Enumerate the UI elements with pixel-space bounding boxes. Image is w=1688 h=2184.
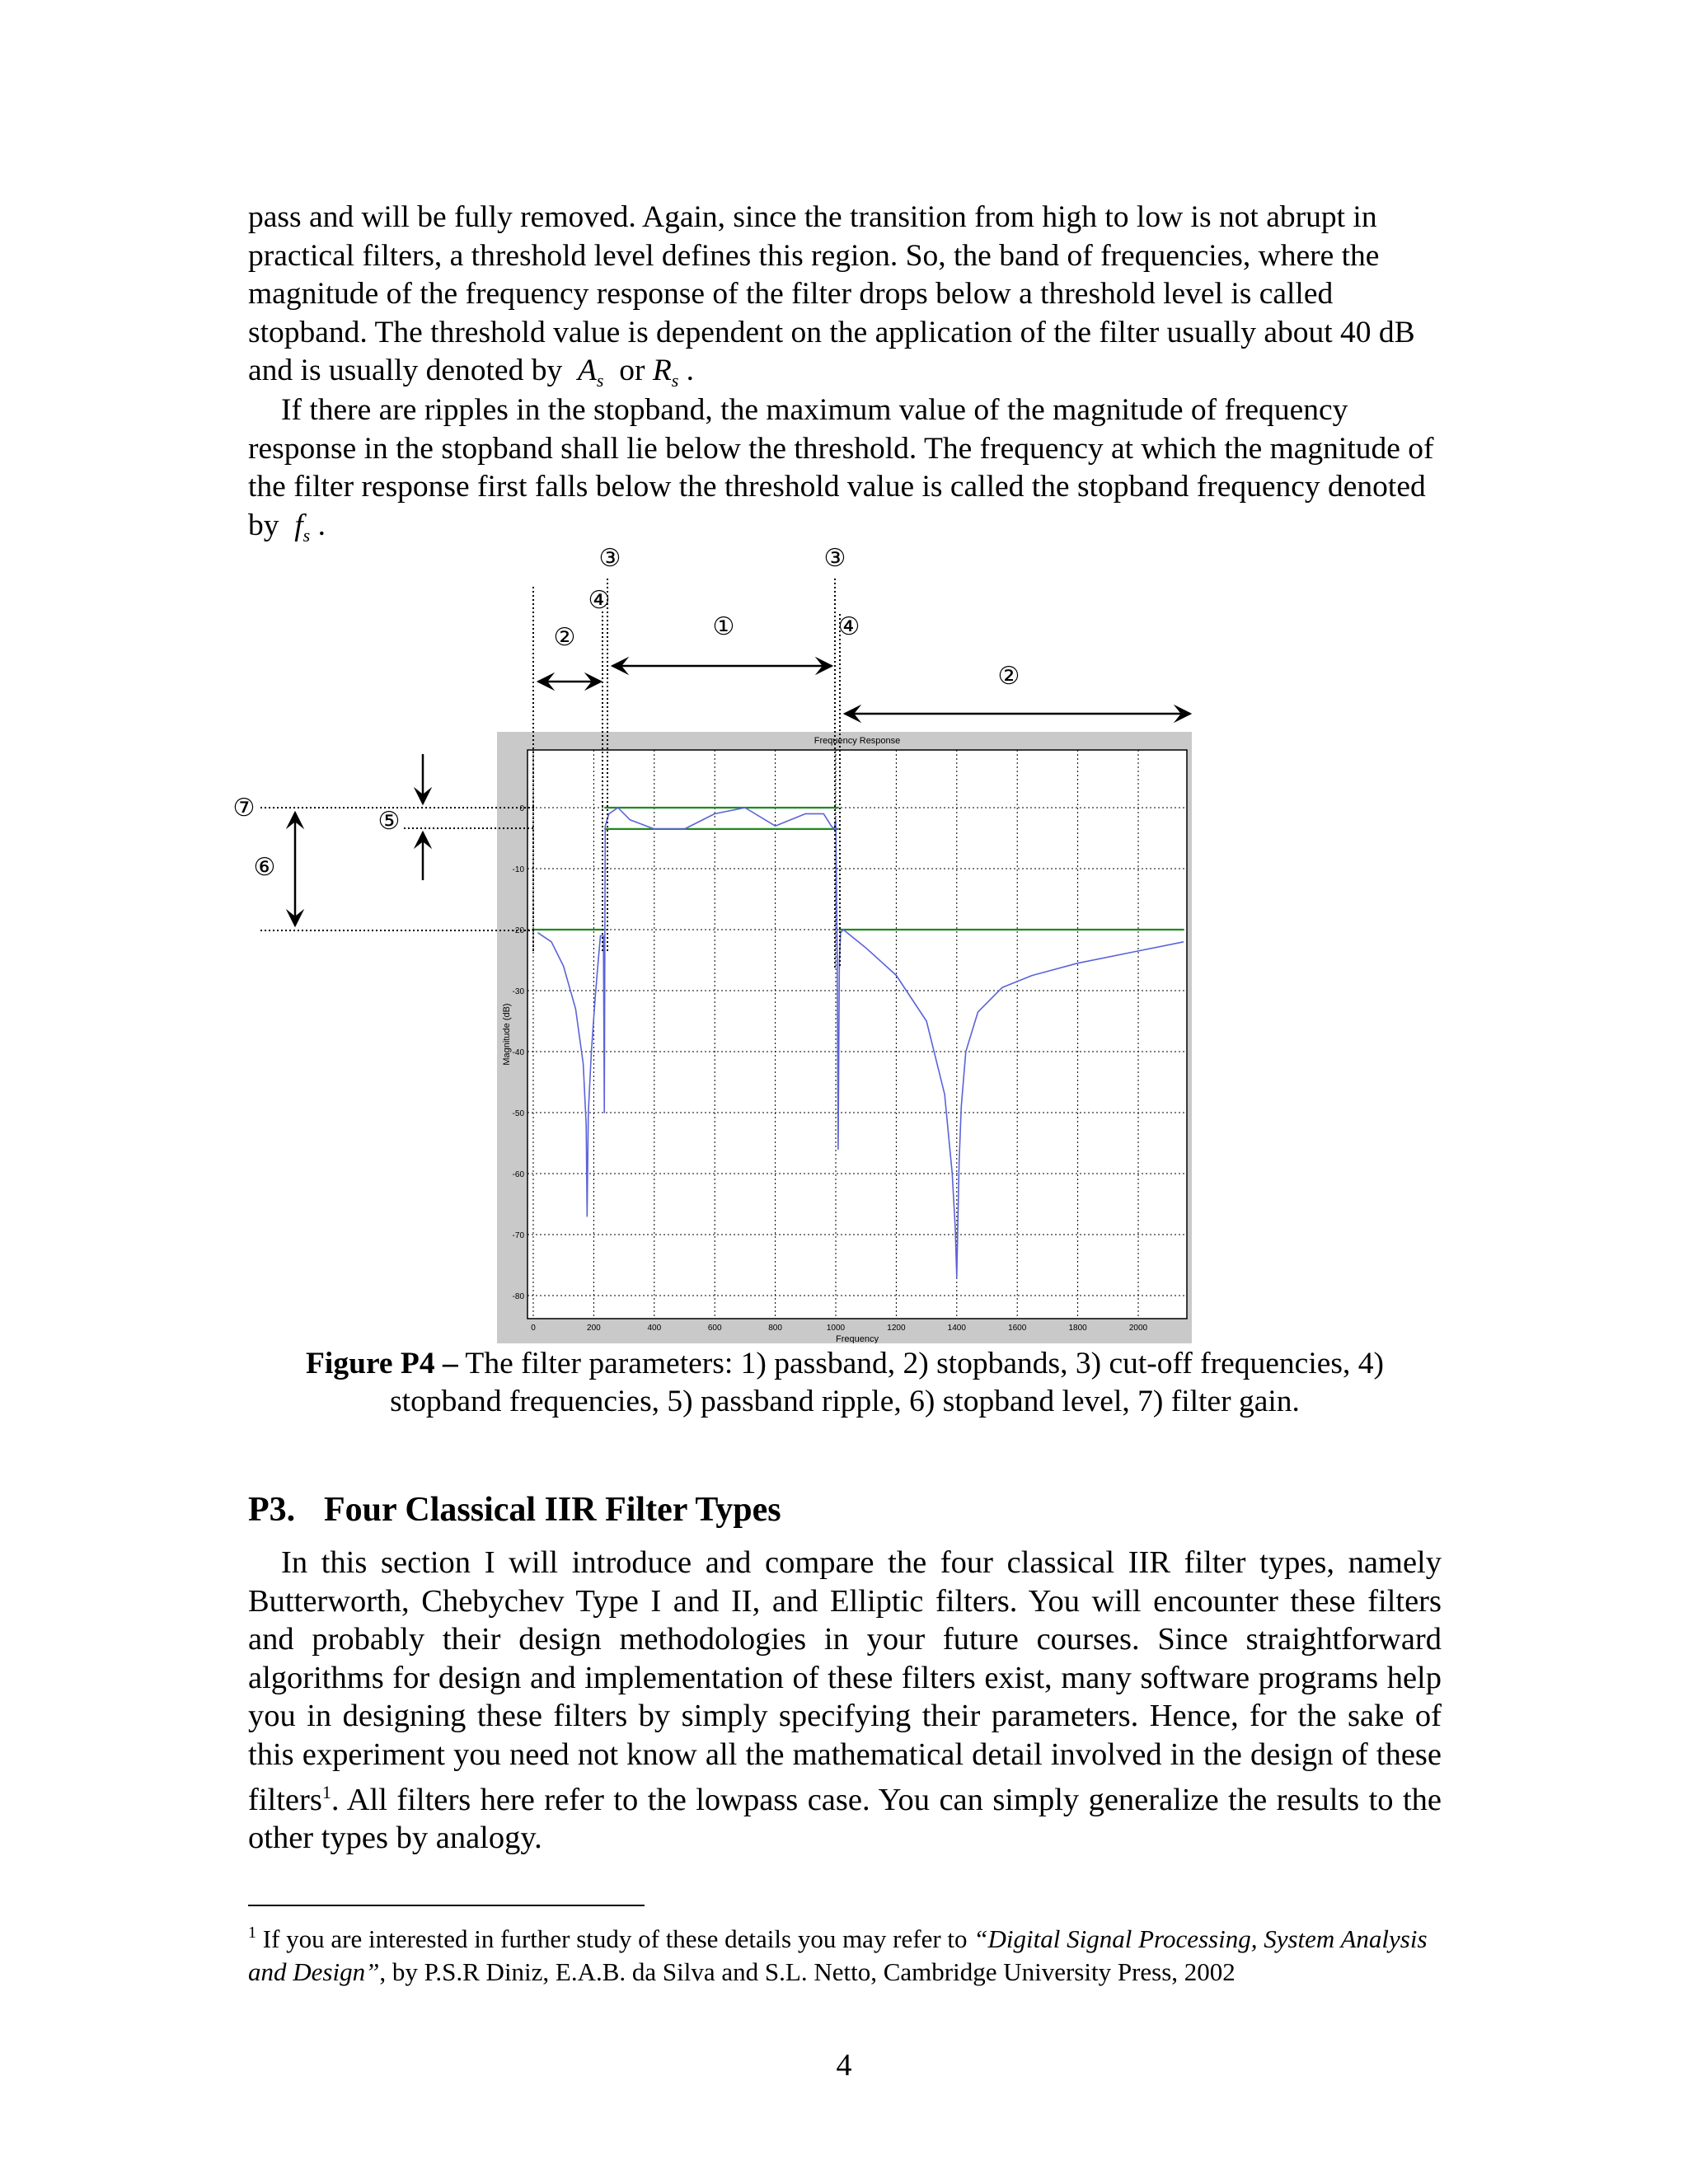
marker-stopband-freq-1: ④ [588,586,611,615]
y-tick-label: -40 [512,1048,524,1057]
chart-xlabel: Frequency [836,1334,879,1343]
x-tick-label: 400 [647,1324,662,1333]
footnote [248,1916,1451,1989]
y-tick-label: -10 [512,865,524,874]
marker-stopband-level: ⑥ [253,853,276,882]
x-tick-label: 200 [587,1324,601,1333]
x-tick-label: 1800 [1068,1324,1087,1333]
symbol-f: f [294,508,303,542]
y-tick-label: -20 [512,926,524,935]
x-tick-label: 2000 [1128,1324,1148,1333]
y-tick-label: -80 [512,1292,524,1301]
x-tick-label: 1000 [826,1324,846,1333]
x-tick-label: 600 [707,1324,722,1333]
y-tick-label: -60 [512,1170,524,1179]
x-tick-label: 0 [531,1324,536,1333]
section-title: Four Classical IIR Filter Types [324,1491,781,1529]
y-tick-label: 0 [519,804,524,813]
filter-parameters-figure [0,536,1688,1343]
footnote-divider [248,1905,645,1906]
x-tick-label: 1200 [887,1324,906,1333]
symbol-a-subscript: s [596,370,604,391]
symbol-a: A [577,354,597,387]
marker-stopband-right: ② [997,662,1020,691]
footnote-book-title: “Digital Signal Processing, System Analysis and Design” [248,1924,1428,1986]
footnote-text-before: If you are interested in further study of these details you may refer to [262,1924,968,1953]
marker-stopband-left: ② [553,623,576,652]
section-heading [248,1490,781,1530]
paragraph-text: If there are ripples in the stopband, the maximum value of the magnitude of frequency response in the stopband shall lie below the threshold. The frequency at which the magnitude of the filter response first falls below the threshold value is called the stopband frequency denoted by [248,393,1434,542]
or-word: or [619,354,645,387]
period: . [317,508,326,542]
symbol-r-subscript: s [671,370,679,391]
period: . [686,354,695,387]
x-tick-label: 1400 [947,1324,966,1333]
paragraph-text-after: . All filters here refer to the lowpass case. You can simply generalize the results to the other types by analogy. [248,1782,1442,1856]
section-number: P3. [248,1491,296,1529]
marker-stopband-freq-2: ④ [837,612,860,641]
paragraph-stopband-frequency [248,391,1442,555]
caption-label: Figure P4 – [306,1347,458,1380]
y-tick-label: -30 [512,987,524,996]
x-tick-label: 800 [768,1324,782,1333]
y-tick-label: -50 [512,1109,524,1118]
paragraph-iir-intro [248,1544,1442,1858]
chart-title: Frequency Response [814,736,901,746]
paragraph-text-before: In this section I will introduce and compare the four classical IIR filter types, namely Butterworth, Chebychev Type I and II, and Elliptic filters. You will encounter these filters and probably their design methodologies in your future courses. Since straightforward algorithms for design and implementation of these filters exist, many software programs help you in designing these filters by simply specifying their parameters. Hence, for the sake of this experiment you need not know all the mathematical detail involved in the design of these filters [248,1545,1442,1817]
paragraph-stopband-definition [248,199,1442,401]
page-number: 4 [836,2048,852,2083]
marker-filter-gain: ⑦ [232,794,256,823]
marker-passband-ripple: ⑤ [377,807,401,836]
figure-caption [248,1345,1442,1421]
paragraph-text: pass and will be fully removed. Again, since the transition from high to low is not abrupt in practical filters, a threshold level defines this region. So, the band of frequencies, where the magnitude of the frequency response of the filter drops below a threshold level is called stopband. The threshold value is dependent on the application of the filter usually about 40 dB and is usually denoted by [248,200,1415,387]
caption-text: The filter parameters: 1) passband, 2) stopbands, 3) cut-off frequencies, 4) stopband frequencies, 5) passband ripple, 6) stopband level, 7) filter gain. [390,1347,1384,1418]
footnote-text-after: , by P.S.R Diniz, E.A.B. da Silva and S.L. Netto, Cambridge University Press, 2002 [379,1957,1236,1986]
footnote-reference[interactable]: 1 [321,1782,331,1802]
marker-cutoff-2: ③ [823,544,846,573]
symbol-r: R [652,354,672,387]
symbol-f-subscript: s [302,524,311,546]
marker-passband: ① [712,612,735,641]
plot-area [528,750,1187,1319]
y-tick-label: -70 [512,1231,524,1240]
footnote-mark: 1 [248,1924,256,1942]
marker-cutoff-1: ③ [598,544,621,573]
x-tick-label: 1600 [1008,1324,1027,1333]
chart-ylabel: Magnitude (dB) [502,1003,512,1066]
